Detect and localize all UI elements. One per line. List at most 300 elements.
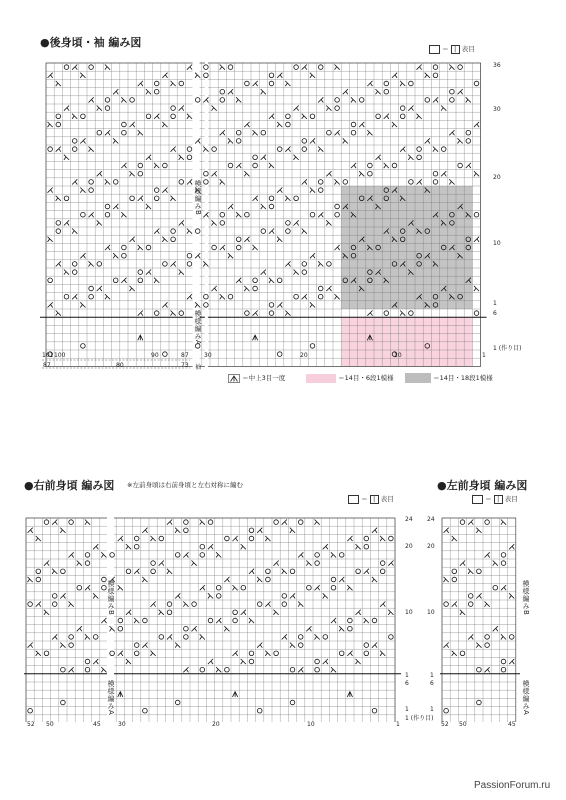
right-decrease-icon — [290, 643, 295, 648]
row-number: 24 — [427, 516, 435, 523]
yarn-over-icon — [364, 651, 369, 656]
col-label: 10 — [307, 721, 315, 728]
right-decrease-icon — [56, 81, 61, 86]
yarn-over-icon — [298, 643, 303, 648]
yarn-over-icon — [225, 667, 230, 672]
yarn-over-icon — [85, 553, 90, 558]
left-decrease-icon — [249, 569, 254, 574]
yarn-over-icon — [380, 569, 385, 574]
right-decrease-icon — [64, 155, 69, 160]
yarn-over-icon — [274, 520, 279, 525]
yarn-over-icon — [335, 212, 340, 217]
left-decrease-icon — [113, 204, 118, 209]
left-decrease-icon — [151, 602, 156, 607]
yarn-over-icon — [444, 602, 449, 607]
right-decrease-icon — [315, 520, 320, 525]
yarn-over-icon — [236, 245, 241, 250]
yarn-over-icon — [130, 98, 135, 103]
yarn-over-icon — [212, 245, 217, 250]
yarn-over-icon — [474, 212, 479, 217]
yarn-over-icon — [302, 270, 307, 275]
yarn-over-icon — [372, 708, 377, 713]
right-decrease-icon — [72, 114, 77, 119]
left-decrease-icon — [142, 528, 147, 533]
left-decrease-icon — [347, 651, 352, 656]
left-decrease-icon — [89, 212, 94, 217]
yarn-over-icon — [163, 352, 168, 357]
right-decrease-icon — [44, 610, 49, 615]
right-decrease-icon — [298, 602, 303, 607]
left-decrease-icon — [458, 89, 463, 94]
right-decrease-icon — [241, 544, 246, 549]
center-double-decrease-icon — [118, 692, 123, 697]
yarn-over-icon — [290, 667, 295, 672]
yarn-over-icon — [159, 635, 164, 640]
yarn-over-icon — [208, 618, 213, 623]
yarn-over-icon — [315, 553, 320, 558]
row-number: 20 — [427, 543, 435, 550]
right-decrease-icon — [501, 634, 506, 639]
yarn-over-icon — [134, 536, 139, 541]
yarn-over-icon — [69, 635, 74, 640]
left-decrease-icon — [269, 229, 274, 234]
left-decrease-icon — [48, 188, 53, 193]
yarn-over-icon — [302, 147, 307, 152]
left-decrease-icon — [261, 270, 266, 275]
right-decrease-icon — [97, 106, 102, 111]
right-decrease-icon — [253, 130, 258, 135]
right-decrease-icon — [159, 610, 164, 615]
right-decrease-icon — [72, 229, 77, 234]
yarn-over-icon — [61, 700, 66, 705]
left-decrease-icon — [509, 544, 514, 549]
yarn-over-icon — [290, 700, 295, 705]
left-decrease-icon — [60, 593, 65, 598]
right-decrease-icon — [97, 220, 102, 225]
left-decrease-icon — [468, 634, 473, 639]
yarn-over-icon — [269, 81, 274, 86]
yarn-over-icon — [384, 81, 389, 86]
yarn-over-icon — [318, 294, 323, 299]
yarn-over-icon — [310, 114, 315, 119]
right-decrease-icon — [60, 528, 65, 533]
key-label: 表目 — [380, 495, 394, 503]
yarn-over-icon — [477, 667, 482, 672]
right-decrease-icon — [452, 651, 457, 656]
chart-left-front — [440, 512, 520, 722]
left-decrease-icon — [171, 261, 176, 266]
left-decrease-icon — [72, 65, 77, 70]
knit-stitch-icon: | — [370, 495, 379, 504]
right-decrease-icon — [212, 106, 217, 111]
yarn-over-icon — [122, 130, 127, 135]
yarn-over-icon — [368, 171, 373, 176]
left-decrease-icon — [315, 585, 320, 590]
left-decrease-icon — [372, 528, 377, 533]
yarn-over-icon — [257, 602, 262, 607]
yarn-over-icon — [228, 294, 233, 299]
left-decrease-icon — [241, 610, 246, 615]
right-decrease-icon — [130, 171, 135, 176]
yarn-over-icon — [138, 163, 143, 168]
pattern-a-label: 模様編みA — [522, 680, 530, 716]
bracket-label: 73 — [181, 362, 189, 369]
left-decrease-icon — [493, 626, 498, 631]
yarn-over-icon — [81, 344, 86, 349]
yarn-over-icon — [175, 553, 180, 558]
yarn-over-icon — [458, 65, 463, 70]
col-label: 100 — [54, 352, 66, 359]
left-decrease-icon — [146, 270, 151, 275]
left-decrease-icon — [228, 89, 233, 94]
left-decrease-icon — [326, 286, 331, 291]
left-decrease-icon — [290, 593, 295, 598]
yarn-over-icon — [298, 520, 303, 525]
yarn-over-icon — [134, 643, 139, 648]
yarn-over-icon — [187, 253, 192, 258]
yarn-over-icon — [187, 262, 192, 267]
left-decrease-icon — [154, 229, 159, 234]
left-decrease-icon — [97, 286, 102, 291]
row-number: 20 — [493, 174, 501, 181]
right-decrease-icon — [493, 561, 498, 566]
section1-key — [429, 44, 475, 54]
yarn-over-icon — [269, 303, 274, 308]
blank-cell-icon — [472, 495, 483, 504]
right-decrease-icon — [220, 179, 225, 184]
right-decrease-icon — [380, 651, 385, 656]
yarn-over-icon — [146, 245, 151, 250]
yarn-over-icon — [501, 553, 506, 558]
col-label: 52 — [27, 721, 35, 728]
yarn-over-icon — [212, 147, 217, 152]
left-decrease-icon — [444, 643, 449, 648]
yarn-over-icon — [228, 65, 233, 70]
left-decrease-icon — [392, 73, 397, 78]
yarn-over-icon — [376, 114, 381, 119]
yarn-over-icon — [468, 594, 473, 599]
yarn-over-icon — [126, 569, 131, 574]
left-decrease-icon — [64, 220, 69, 225]
key-eq: ＝ — [485, 495, 492, 503]
center-double-decrease-icon — [138, 335, 143, 340]
right-decrease-icon — [458, 138, 463, 143]
key-eq: ＝ — [442, 45, 449, 53]
right-decrease-icon — [138, 245, 143, 250]
right-decrease-icon — [151, 536, 156, 541]
yarn-over-icon — [335, 204, 340, 209]
right-decrease-icon — [364, 618, 369, 623]
left-decrease-icon — [466, 163, 471, 168]
yarn-over-icon — [146, 114, 151, 119]
yarn-over-icon — [89, 294, 94, 299]
yarn-over-icon — [200, 553, 205, 558]
row-number: 1 — [430, 706, 434, 713]
pink-swatch — [306, 374, 336, 383]
right-decrease-icon — [261, 89, 266, 94]
legend-gray — [405, 373, 493, 383]
right-decrease-icon — [326, 220, 331, 225]
left-decrease-icon — [306, 626, 311, 631]
left-decrease-icon — [323, 544, 328, 549]
right-decrease-icon — [183, 602, 188, 607]
yarn-over-icon — [249, 651, 254, 656]
left-decrease-icon — [126, 610, 131, 615]
right-decrease-icon — [474, 286, 479, 291]
yarn-over-icon — [122, 245, 127, 250]
key-eq: ＝ — [361, 495, 368, 503]
right-decrease-icon — [200, 520, 205, 525]
left-decrease-icon — [476, 593, 481, 598]
right-decrease-icon — [216, 667, 221, 672]
left-decrease-icon — [244, 122, 249, 127]
left-decrease-icon — [277, 73, 282, 78]
left-decrease-icon — [162, 73, 167, 78]
yarn-over-icon — [77, 585, 82, 590]
yarn-over-icon — [450, 98, 455, 103]
right-decrease-icon — [282, 569, 287, 574]
right-decrease-icon — [468, 569, 473, 574]
right-decrease-icon — [306, 561, 311, 566]
yarn-over-icon — [89, 188, 94, 193]
yarn-over-icon — [56, 229, 61, 234]
right-decrease-icon — [485, 602, 490, 607]
yarn-over-icon — [220, 89, 225, 94]
left-decrease-icon — [56, 147, 61, 152]
left-decrease-icon — [282, 520, 287, 525]
left-decrease-icon — [474, 122, 479, 127]
left-decrease-icon — [310, 253, 315, 258]
yarn-over-icon — [277, 352, 282, 357]
right-decrease-icon — [56, 196, 61, 201]
left-decrease-icon — [277, 302, 282, 307]
left-decrease-icon — [441, 171, 446, 176]
row-number: 6 — [405, 680, 409, 687]
left-decrease-icon — [364, 569, 369, 574]
yarn-over-icon — [253, 163, 258, 168]
yarn-over-icon — [269, 311, 274, 316]
yarn-over-icon — [122, 253, 127, 258]
right-decrease-icon — [167, 569, 172, 574]
left-decrease-icon — [167, 634, 172, 639]
right-decrease-icon — [302, 229, 307, 234]
yarn-over-icon — [277, 147, 282, 152]
left-decrease-icon — [253, 81, 258, 86]
right-decrease-icon — [372, 577, 377, 582]
yarn-over-icon — [501, 659, 506, 664]
yarn-over-icon — [372, 618, 377, 623]
right-decrease-icon — [400, 81, 405, 86]
row-number: 30 — [493, 106, 501, 113]
yarn-over-icon — [236, 237, 241, 242]
yarn-over-icon — [474, 81, 479, 86]
left-decrease-icon — [113, 89, 118, 94]
right-decrease-icon — [80, 302, 85, 307]
yarn-over-icon — [364, 544, 369, 549]
right-decrease-icon — [138, 130, 143, 135]
left-decrease-icon — [335, 130, 340, 135]
yarn-over-icon — [93, 635, 98, 640]
right-decrease-icon — [48, 237, 53, 242]
yarn-over-icon — [184, 520, 189, 525]
yarn-over-icon — [249, 536, 254, 541]
yarn-over-icon — [400, 106, 405, 111]
left-decrease-icon — [444, 528, 449, 533]
left-decrease-icon — [298, 667, 303, 672]
right-decrease-icon — [343, 138, 348, 143]
right-decrease-icon — [335, 179, 340, 184]
yarn-over-icon — [143, 708, 148, 713]
left-decrease-icon — [162, 188, 167, 193]
left-decrease-icon — [138, 81, 143, 86]
left-decrease-icon — [367, 81, 372, 86]
left-decrease-icon — [331, 618, 336, 623]
yarn-over-icon — [236, 130, 241, 135]
yarn-over-icon — [105, 98, 110, 103]
yarn-over-icon — [460, 520, 465, 525]
right-decrease-icon — [171, 311, 176, 316]
right-decrease-icon — [318, 261, 323, 266]
yarn-over-icon — [81, 114, 86, 119]
left-decrease-icon — [162, 302, 167, 307]
yarn-over-icon — [318, 65, 323, 70]
right-decrease-icon — [444, 577, 449, 582]
yarn-over-icon — [85, 561, 90, 566]
yarn-over-icon — [485, 520, 490, 525]
yarn-over-icon — [294, 65, 299, 70]
yarn-over-icon — [501, 667, 506, 672]
col-label: 50 — [459, 721, 467, 728]
left-decrease-icon — [72, 294, 77, 299]
left-decrease-icon — [485, 552, 490, 557]
yarn-over-icon — [339, 651, 344, 656]
yarn-over-icon — [253, 155, 258, 160]
right-decrease-icon — [151, 651, 156, 656]
left-decrease-icon — [183, 667, 188, 672]
left-decrease-icon — [468, 520, 473, 525]
left-decrease-icon — [130, 237, 135, 242]
chart-right-front — [24, 512, 404, 722]
left-decrease-icon — [417, 65, 422, 70]
col-label: 20 — [300, 352, 308, 359]
right-decrease-icon — [162, 237, 167, 242]
key-label: 表目 — [461, 45, 475, 53]
right-decrease-icon — [89, 261, 94, 266]
yarn-over-icon — [61, 569, 66, 574]
right-decrease-icon — [310, 188, 315, 193]
right-decrease-icon — [121, 212, 126, 217]
col-label: 45 — [93, 721, 101, 728]
yarn-over-icon — [253, 286, 258, 291]
yarn-over-icon — [389, 635, 394, 640]
yarn-over-icon — [225, 536, 230, 541]
yarn-over-icon — [89, 286, 94, 291]
left-decrease-icon — [359, 122, 364, 127]
yarn-over-icon — [216, 585, 221, 590]
left-decrease-icon — [187, 179, 192, 184]
left-decrease-icon — [318, 97, 323, 102]
yarn-over-icon — [89, 180, 94, 185]
yarn-over-icon — [441, 147, 446, 152]
pattern-b-label: 模様編みB — [107, 580, 115, 616]
gray-swatch — [405, 373, 431, 383]
pattern-b-label: 模様編みB — [522, 580, 530, 616]
left-decrease-icon — [376, 155, 381, 160]
left-decrease-icon — [80, 253, 85, 258]
yarn-over-icon — [286, 122, 291, 127]
right-decrease-icon — [509, 593, 514, 598]
legend-decrease — [228, 373, 285, 383]
center-double-decrease-icon — [228, 374, 240, 383]
yarn-over-icon — [28, 708, 33, 713]
yarn-over-icon — [72, 147, 77, 152]
right-decrease-icon — [212, 220, 217, 225]
right-decrease-icon — [85, 520, 90, 525]
right-decrease-icon — [388, 610, 393, 615]
left-decrease-icon — [318, 212, 323, 217]
yarn-over-icon — [485, 635, 490, 640]
left-decrease-icon — [212, 286, 217, 291]
row-number: 6 — [493, 310, 497, 317]
left-decrease-icon — [233, 651, 238, 656]
right-decrease-icon — [93, 593, 98, 598]
blank-cell-icon — [429, 45, 440, 54]
left-decrease-icon — [367, 311, 372, 316]
left-decrease-icon — [159, 561, 164, 566]
right-decrease-icon — [154, 278, 159, 283]
right-decrease-icon — [294, 270, 299, 275]
yarn-over-icon — [118, 626, 123, 631]
col-label: 90 — [151, 352, 159, 359]
yarn-over-icon — [266, 569, 271, 574]
yarn-over-icon — [171, 229, 176, 234]
yarn-over-icon — [236, 139, 241, 144]
yarn-over-icon — [327, 130, 332, 135]
yarn-over-icon — [220, 98, 225, 103]
yarn-over-icon — [392, 163, 397, 168]
yarn-over-icon — [72, 262, 77, 267]
row-number: 10 — [405, 609, 413, 616]
right-decrease-icon — [277, 237, 282, 242]
right-decrease-icon — [101, 552, 106, 557]
left-decrease-icon — [208, 659, 213, 664]
yarn-over-icon — [171, 237, 176, 242]
left-decrease-icon — [343, 89, 348, 94]
left-decrease-icon — [64, 106, 69, 111]
col-label: 87 — [181, 352, 189, 359]
yarn-over-icon — [163, 163, 168, 168]
left-decrease-icon — [265, 602, 270, 607]
yarn-over-icon — [327, 262, 332, 267]
right-decrease-icon — [162, 122, 167, 127]
right-decrease-icon — [277, 122, 282, 127]
left-decrease-icon — [146, 155, 151, 160]
yarn-over-icon — [36, 577, 41, 582]
left-decrease-icon — [277, 188, 282, 193]
col-label: 10 — [394, 352, 402, 359]
yarn-over-icon — [159, 536, 164, 541]
yarn-over-icon — [452, 577, 457, 582]
yarn-over-icon — [466, 130, 471, 135]
yarn-over-icon — [339, 553, 344, 558]
yarn-over-icon — [151, 569, 156, 574]
key-label: 表目 — [504, 495, 518, 503]
right-decrease-icon — [417, 114, 422, 119]
left-decrease-icon — [253, 311, 258, 316]
col-label: 52 — [441, 721, 449, 728]
left-decrease-icon — [208, 544, 213, 549]
yarn-over-icon — [61, 667, 66, 672]
